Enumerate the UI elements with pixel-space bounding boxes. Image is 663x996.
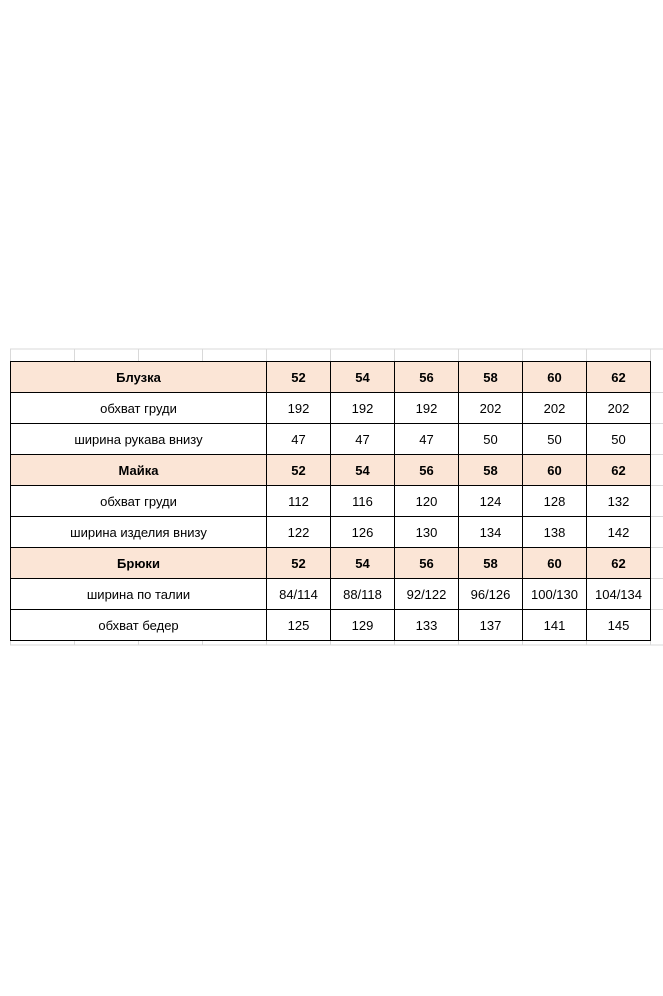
size-cell[interactable]: 52 <box>267 362 331 393</box>
measurement-label-cell[interactable]: обхват груди <box>11 393 267 424</box>
size-cell[interactable]: 60 <box>523 455 587 486</box>
section-title-cell[interactable]: Блузка <box>11 362 267 393</box>
size-chart-table <box>10 361 651 641</box>
value-cell[interactable]: 126 <box>331 517 395 548</box>
value-cell[interactable]: 145 <box>587 610 651 641</box>
size-cell[interactable]: 54 <box>331 362 395 393</box>
size-cell[interactable]: 58 <box>459 455 523 486</box>
value-cell[interactable]: 50 <box>459 424 523 455</box>
table-row <box>11 517 651 548</box>
value-cell[interactable]: 112 <box>267 486 331 517</box>
size-cell[interactable]: 62 <box>587 455 651 486</box>
value-cell[interactable]: 192 <box>395 393 459 424</box>
size-cell[interactable]: 52 <box>267 548 331 579</box>
value-cell[interactable]: 50 <box>587 424 651 455</box>
value-cell[interactable]: 116 <box>331 486 395 517</box>
value-cell[interactable]: 132 <box>587 486 651 517</box>
section-header-row <box>11 548 651 579</box>
size-cell[interactable]: 54 <box>331 548 395 579</box>
value-cell[interactable]: 202 <box>523 393 587 424</box>
value-cell[interactable]: 129 <box>331 610 395 641</box>
value-cell[interactable]: 47 <box>267 424 331 455</box>
size-cell[interactable]: 60 <box>523 548 587 579</box>
size-cell[interactable]: 56 <box>395 455 459 486</box>
value-cell[interactable]: 96/126 <box>459 579 523 610</box>
size-cell[interactable]: 58 <box>459 548 523 579</box>
value-cell[interactable]: 130 <box>395 517 459 548</box>
value-cell[interactable]: 50 <box>523 424 587 455</box>
value-cell[interactable]: 202 <box>459 393 523 424</box>
value-cell[interactable]: 138 <box>523 517 587 548</box>
size-cell[interactable]: 62 <box>587 548 651 579</box>
value-cell[interactable]: 92/122 <box>395 579 459 610</box>
measurement-label-cell[interactable]: ширина рукава внизу <box>11 424 267 455</box>
value-cell[interactable]: 88/118 <box>331 579 395 610</box>
value-cell[interactable]: 192 <box>331 393 395 424</box>
value-cell[interactable]: 120 <box>395 486 459 517</box>
size-cell[interactable]: 52 <box>267 455 331 486</box>
value-cell[interactable]: 84/114 <box>267 579 331 610</box>
value-cell[interactable]: 134 <box>459 517 523 548</box>
value-cell[interactable]: 104/134 <box>587 579 651 610</box>
measurement-label-cell[interactable]: обхват бедер <box>11 610 267 641</box>
section-header-row <box>11 362 651 393</box>
section-header-row <box>11 455 651 486</box>
table-row <box>11 486 651 517</box>
value-cell[interactable]: 125 <box>267 610 331 641</box>
value-cell[interactable]: 192 <box>267 393 331 424</box>
table-row <box>11 424 651 455</box>
size-cell[interactable]: 56 <box>395 362 459 393</box>
table-row <box>11 579 651 610</box>
value-cell[interactable]: 128 <box>523 486 587 517</box>
measurement-label-cell[interactable]: обхват груди <box>11 486 267 517</box>
value-cell[interactable]: 100/130 <box>523 579 587 610</box>
value-cell[interactable]: 122 <box>267 517 331 548</box>
value-cell[interactable]: 124 <box>459 486 523 517</box>
value-cell[interactable]: 137 <box>459 610 523 641</box>
value-cell[interactable]: 133 <box>395 610 459 641</box>
value-cell[interactable]: 47 <box>395 424 459 455</box>
value-cell[interactable]: 142 <box>587 517 651 548</box>
measurement-label-cell[interactable]: ширина изделия внизу <box>11 517 267 548</box>
size-cell[interactable]: 54 <box>331 455 395 486</box>
size-cell[interactable]: 56 <box>395 548 459 579</box>
section-title-cell[interactable]: Брюки <box>11 548 267 579</box>
section-title-cell[interactable]: Майка <box>11 455 267 486</box>
table-row <box>11 610 651 641</box>
measurement-label-cell[interactable]: ширина по талии <box>11 579 267 610</box>
value-cell[interactable]: 141 <box>523 610 587 641</box>
value-cell[interactable]: 202 <box>587 393 651 424</box>
size-cell[interactable]: 58 <box>459 362 523 393</box>
size-cell[interactable]: 60 <box>523 362 587 393</box>
size-cell[interactable]: 62 <box>587 362 651 393</box>
table-row <box>11 393 651 424</box>
value-cell[interactable]: 47 <box>331 424 395 455</box>
